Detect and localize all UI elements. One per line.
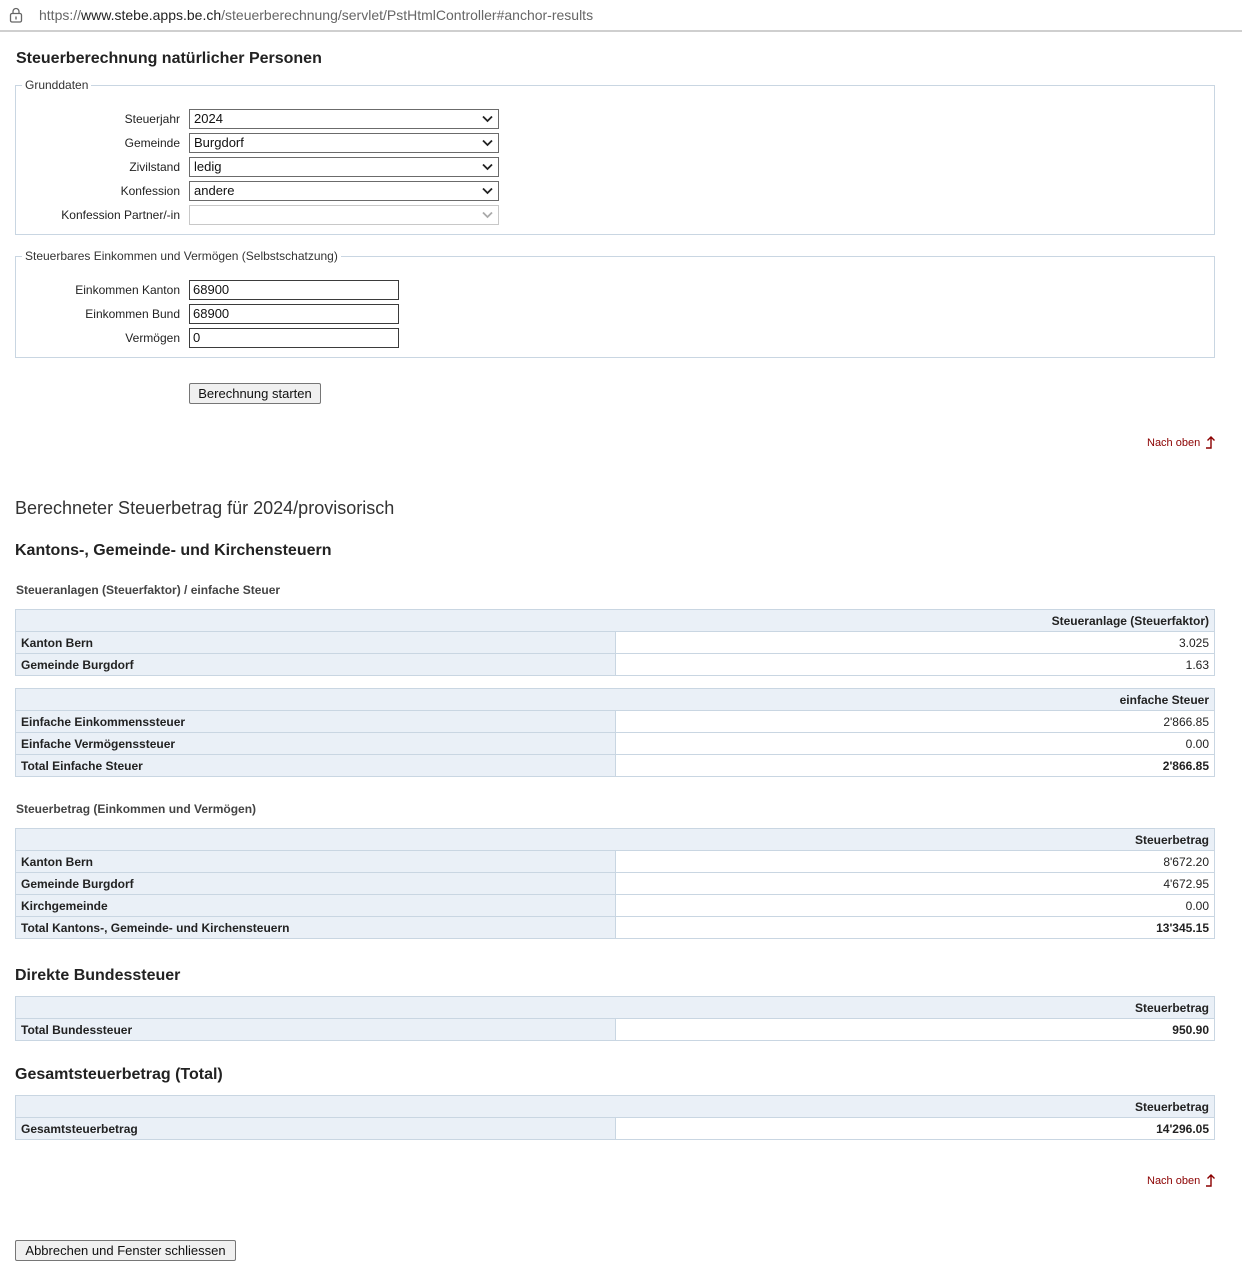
- betrag-heading: Steuerbetrag (Einkommen und Vermögen): [16, 802, 257, 816]
- table-row: [16, 895, 1215, 917]
- row-label: Total Kantons-, Gemeinde- und Kirchensteuern: [16, 917, 616, 939]
- einfache-steuer-table: [15, 688, 1215, 777]
- einkommen-legend: Steuerbares Einkommen und Vermögen (Selbstschatzung): [25, 249, 338, 263]
- url-host: www.stebe.apps.be.ch: [81, 7, 222, 23]
- row-label: Einfache Vermögenssteuer: [16, 733, 616, 755]
- table-header-row: [16, 1096, 1215, 1118]
- row-value: 4'672.95: [615, 873, 1215, 895]
- chevron-down-icon: [482, 115, 493, 123]
- table-row: [16, 851, 1215, 873]
- table-header-row: [16, 610, 1215, 632]
- table-total-row: [16, 917, 1215, 939]
- einkommen-bund-input[interactable]: 68900: [189, 304, 399, 324]
- table-header-row: [16, 689, 1215, 711]
- table-header-row: [16, 997, 1215, 1019]
- anlagen-table: [15, 609, 1215, 676]
- konfession-select[interactable]: [189, 181, 499, 201]
- table-header: Steuerbetrag: [16, 997, 1215, 1019]
- konfession-partner-row: [16, 205, 1206, 225]
- table-header-row: [16, 829, 1215, 851]
- konfession-partner-label: Konfession Partner/-in: [61, 208, 180, 222]
- back-to-top-link[interactable]: [1147, 437, 1200, 449]
- row-value: 950.90: [615, 1019, 1215, 1041]
- address-bar[interactable]: [0, 0, 1242, 32]
- table-row: [16, 654, 1215, 676]
- zivilstand-select[interactable]: [189, 157, 499, 177]
- row-label: Kirchgemeinde: [16, 895, 616, 917]
- chevron-down-icon: [482, 187, 493, 195]
- einkommen-bund-label: Einkommen Bund: [85, 307, 180, 321]
- einkommen-kanton-label: Einkommen Kanton: [75, 283, 180, 297]
- row-label: Gesamtsteuerbetrag: [16, 1118, 616, 1140]
- steuerjahr-value: 2024: [194, 111, 223, 126]
- back-to-top-label: Nach oben: [1147, 1175, 1201, 1187]
- chevron-down-icon: [482, 211, 493, 219]
- page-title: Steuerberechnung natürlicher Personen: [16, 50, 322, 67]
- einkommen-kanton-input[interactable]: 68900: [189, 280, 399, 300]
- back-to-top-link[interactable]: [1147, 1175, 1200, 1187]
- close-window-button[interactable]: Abbrechen und Fenster schliessen: [15, 1240, 236, 1261]
- chevron-down-icon: [482, 139, 493, 147]
- steuerjahr-row: [16, 109, 1206, 129]
- table-row: [16, 632, 1215, 654]
- table-header: Steueranlage (Steuerfaktor): [16, 610, 1215, 632]
- row-value: 3.025: [615, 632, 1215, 654]
- row-label: Einfache Einkommenssteuer: [16, 711, 616, 733]
- results-title: Berechneter Steuerbetrag für 2024/provisorisch: [15, 498, 395, 518]
- konfession-label: Konfession: [120, 184, 180, 198]
- table-header: Steuerbetrag: [16, 829, 1215, 851]
- url-scheme: https://: [39, 7, 82, 23]
- row-value: 8'672.20: [615, 851, 1215, 873]
- konfession-value: andere: [194, 183, 235, 198]
- row-value: 2'866.85: [615, 711, 1215, 733]
- row-label: Total Bundessteuer: [16, 1019, 616, 1041]
- einkommen-kanton-row: [16, 280, 1206, 300]
- gesamt-heading: Gesamtsteuerbetrag (Total): [15, 1066, 223, 1083]
- bund-heading: Direkte Bundessteuer: [15, 967, 181, 984]
- row-value: 13'345.15: [615, 917, 1215, 939]
- row-label: Total Einfache Steuer: [16, 755, 616, 777]
- kanton-heading: Kantons-, Gemeinde- und Kirchensteuern: [15, 542, 332, 559]
- konfession-row: [16, 181, 1206, 201]
- chevron-down-icon: [482, 163, 493, 171]
- gemeinde-value: Burgdorf: [194, 135, 244, 150]
- back-to-top-label: Nach oben: [1147, 437, 1201, 449]
- url-path: /steuerberechnung/servlet/PstHtmlController#anchor-results: [221, 7, 594, 23]
- einkommen-fieldset: [15, 249, 1215, 358]
- table-header: Steuerbetrag: [16, 1096, 1215, 1118]
- steuerjahr-label: Steuerjahr: [124, 112, 180, 126]
- einkommen-bund-row: [16, 304, 1206, 324]
- row-value: 1.63: [615, 654, 1215, 676]
- row-value: 0.00: [615, 733, 1215, 755]
- gesamtsteuer-table: [15, 1095, 1215, 1140]
- row-label: Gemeinde Burgdorf: [16, 654, 616, 676]
- row-value: 14'296.05: [615, 1118, 1215, 1140]
- lock-icon: [9, 7, 23, 23]
- row-value: 0.00: [615, 895, 1215, 917]
- vermoegen-input[interactable]: 0: [189, 328, 399, 348]
- table-total-row: [16, 755, 1215, 777]
- calculate-button[interactable]: Berechnung starten: [189, 383, 321, 404]
- table-row: [16, 733, 1215, 755]
- zivilstand-label: Zivilstand: [129, 160, 180, 174]
- grunddaten-fieldset: [15, 78, 1215, 235]
- table-total-row: [16, 1019, 1215, 1041]
- url-text[interactable]: [39, 7, 593, 23]
- zivilstand-value: ledig: [194, 159, 222, 174]
- zivilstand-row: [16, 157, 1206, 177]
- steuerjahr-select[interactable]: [189, 109, 499, 129]
- table-row: [16, 711, 1215, 733]
- bundessteuer-table: [15, 996, 1215, 1041]
- arrow-up-icon: [1205, 435, 1217, 449]
- row-value: 2'866.85: [615, 755, 1215, 777]
- gemeinde-row: [16, 133, 1206, 153]
- gemeinde-label: Gemeinde: [124, 136, 180, 150]
- grunddaten-legend: Grunddaten: [25, 78, 89, 92]
- table-header: einfache Steuer: [16, 689, 1215, 711]
- anlagen-heading: Steueranlagen (Steuerfaktor) / einfache Steuer: [16, 583, 281, 597]
- steuerbetrag-table: [15, 828, 1215, 939]
- vermoegen-row: [16, 328, 1206, 348]
- row-label: Kanton Bern: [16, 632, 616, 654]
- konfession-partner-select[interactable]: [189, 205, 499, 225]
- table-row: [16, 873, 1215, 895]
- vermoegen-label: Vermögen: [125, 331, 180, 345]
- gemeinde-select[interactable]: [189, 133, 499, 153]
- row-label: Kanton Bern: [16, 851, 616, 873]
- row-label: Gemeinde Burgdorf: [16, 873, 616, 895]
- arrow-up-icon: [1205, 1173, 1217, 1187]
- table-total-row: [16, 1118, 1215, 1140]
